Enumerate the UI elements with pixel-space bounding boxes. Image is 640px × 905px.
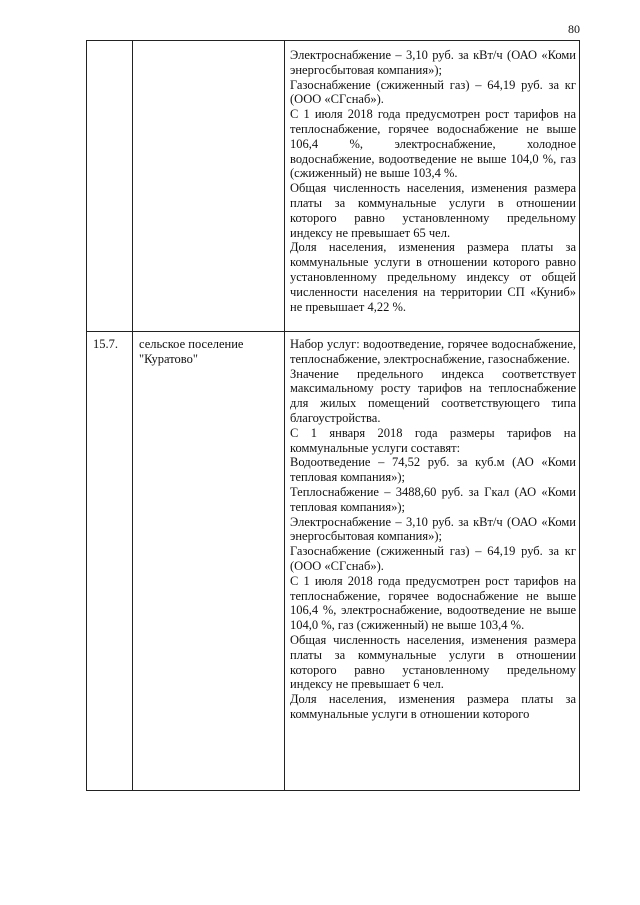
paragraph: Доля населения, изменения размера платы за коммунальные услуги в отношении которого	[290, 692, 576, 721]
paragraph: Электроснабжение – 3,10 руб. за кВт/ч (ОАО «Коми энергосбытовая компания»);	[290, 514, 576, 544]
row-top-description	[290, 48, 576, 314]
paragraph: Набор услуг: водоотведение, горячее водоснабжение, теплоснабжение, электроснабжение, газоснабжение.	[290, 337, 576, 366]
paragraph: Общая численность населения, изменения размера платы за коммунальные услуги в отношении которого равно установленному предельному индексу не превышает 6 чел.	[290, 632, 576, 692]
row-157-description	[290, 337, 576, 722]
paragraph: Газоснабжение (сжиженный газ) – 64,19 руб. за кг (ООО «СГснаб»).	[290, 77, 576, 107]
paragraph: С 1 июля 2018 года предусмотрен рост тарифов на теплоснабжение, горячее водоснабжение не выше 106,4 %, электроснабжение, холодное водоснабжение, водоотведение не выше 104,0 %, газ (сжиженный) не выше 103,4 %.	[290, 107, 576, 181]
paragraph: Общая численность населения, изменения размера платы за коммунальные услуги в отношении которого равно установленному предельному индексу не превышает 65 чел.	[290, 181, 576, 240]
paragraph: Теплоснабжение – 3488,60 руб. за Гкал (АО «Коми тепловая компания»);	[290, 484, 576, 514]
page-number: 80	[568, 22, 580, 36]
paragraph: Доля населения, изменения размера платы за коммунальные услуги в отношении которого равно установленному предельному индексу от общей численности населения на территории СП «Куниб» не превышает 4,22 %.	[290, 240, 576, 314]
settlement-name: сельское поселение "Куратово"	[139, 337, 244, 366]
column-divider	[284, 41, 285, 790]
tariff-table	[86, 40, 580, 791]
row-divider	[87, 331, 579, 332]
column-divider	[132, 41, 133, 790]
row-number: 15.7.	[93, 337, 118, 351]
paragraph: Водоотведение – 74,52 руб. за куб.м (АО «Коми тепловая компания»);	[290, 455, 576, 485]
paragraph: Значение предельного индекса соответствует максимальному росту тарифов на теплоснабжение для жилых помещений соответствующего типа благоустройства.	[290, 366, 576, 425]
paragraph: Газоснабжение (сжиженный газ) – 64,19 руб. за кг (ООО «СГснаб»).	[290, 544, 576, 573]
paragraph: С 1 июля 2018 года предусмотрен рост тарифов на теплоснабжение, горячее водоснабжение не выше 106,4 %, электроснабжение, водоотведение не выше 104,0 %, газ (сжиженный) не выше 103,4 %.	[290, 573, 576, 633]
paragraph: Электроснабжение – 3,10 руб. за кВт/ч (ОАО «Коми энергосбытовая компания»);	[290, 48, 576, 77]
paragraph: С 1 января 2018 года размеры тарифов на коммунальные услуги составят:	[290, 425, 576, 455]
